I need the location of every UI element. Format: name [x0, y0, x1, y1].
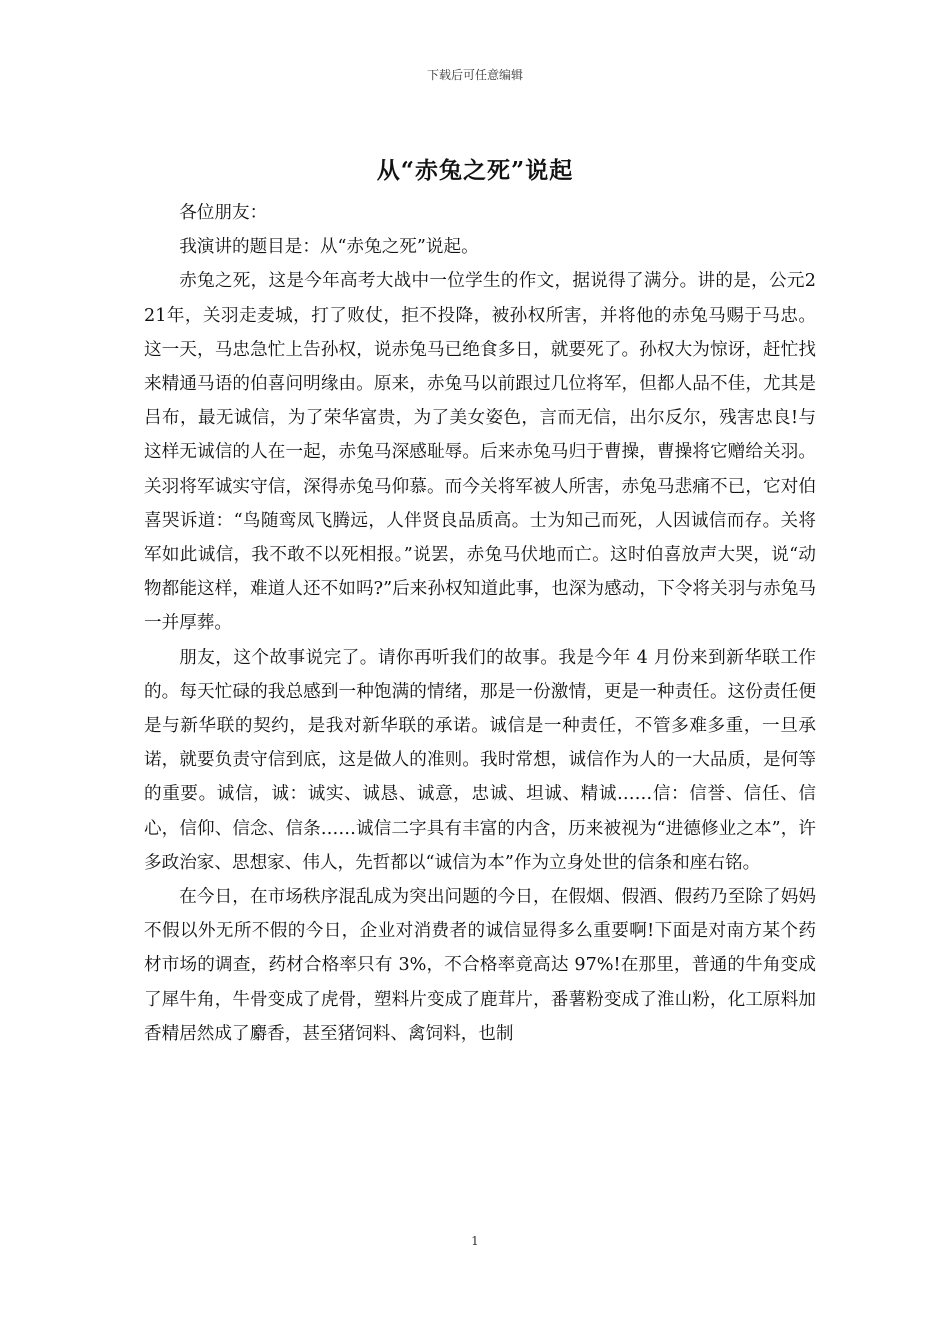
paragraph-today: 在今日，在市场秩序混乱成为突出问题的今日，在假烟、假酒、假药乃至除了妈妈不假以外无所不假的今日，企业对消费者的诚信显得多么重要啊!下面是对南方某个药材市场的调查，药材合格率只有 3%，不合格率竟高达 97%!在那里，普通的牛角变成了犀牛角，牛骨变成了虎骨，塑料片变成了鹿茸片，番薯粉变成了淮山粉，化工原料加香精居然成了麝香，甚至猪饲料、禽饲料，也制: [144, 887, 816, 1044]
header-note: 下载后可任意编辑: [426, 68, 523, 82]
document-body: [144, 196, 816, 1051]
paragraph-greeting: 各位朋友：: [179, 203, 268, 223]
paragraph-our-story: 朋友，这个故事说完了。请你再听我们的故事。我是今年 4 月份来到新华联工作的。每天忙碌的我总感到一种饱满的情绪，那是一份激情，更是一种责任。这份责任便是与新华联的契约，是我对新华联的承诺。诚信是一种责任，不管多难多重，一旦承诺，就要负责守信到底，这是做人的准则。我时常想，诚信作为人的一大品质，是何等的重要。诚信，诚：诚实、诚恳、诚意，忠诚、坦诚、精诚……信：信誉、信任、信心，信仰、信念、信条……诚信二字具有丰富的内含，历来被视为“进德修业之本”，许多政治家、思想家、伟人，先哲都以“诚信为本”作为立身处世的信条和座右铭。: [144, 647, 816, 873]
paragraph-story: 赤兔之死，这是今年高考大战中一位学生的作文，据说得了满分。讲的是，公元221年，关羽走麦城，打了败仗，拒不投降，被孙权所害，并将他的赤兔马赐于马忠。这一天，马忠急忙上告孙权，说赤兔马已绝食多日，就要死了。孙权大为惊讶，赶忙找来精通马语的伯喜问明缘由。原来，赤兔马以前跟过几位将军，但都人品不佳，尤其是吕布，最无诚信，为了荣华富贵，为了美女姿色，言而无信，出尔反尔，残害忠良!与这样无诚信的人在一起，赤兔马深感耻辱。后来赤兔马归于曹操，曹操将它赠给关羽。关羽将军诚实守信，深得赤兔马仰慕。而今关将军被人所害，赤兔马悲痛不已，它对伯喜哭诉道：“鸟随鸾凤飞腾远，人伴贤良品质高。士为知己而死，人因诚信而存。关将军如此诚信，我不敢不以死相报。”说罢，赤兔马伏地而亡。这时伯喜放声大哭，说“动物都能这样，难道人还不如吗?”后来孙权知道此事，也深为感动，下令将关羽与赤兔马一并厚葬。: [144, 271, 816, 634]
page-number: 1: [471, 1234, 479, 1248]
document-title: 从“赤兔之死”说起: [376, 157, 574, 184]
paragraph-topic: 我演讲的题目是：从“赤兔之死”说起。: [179, 237, 479, 258]
